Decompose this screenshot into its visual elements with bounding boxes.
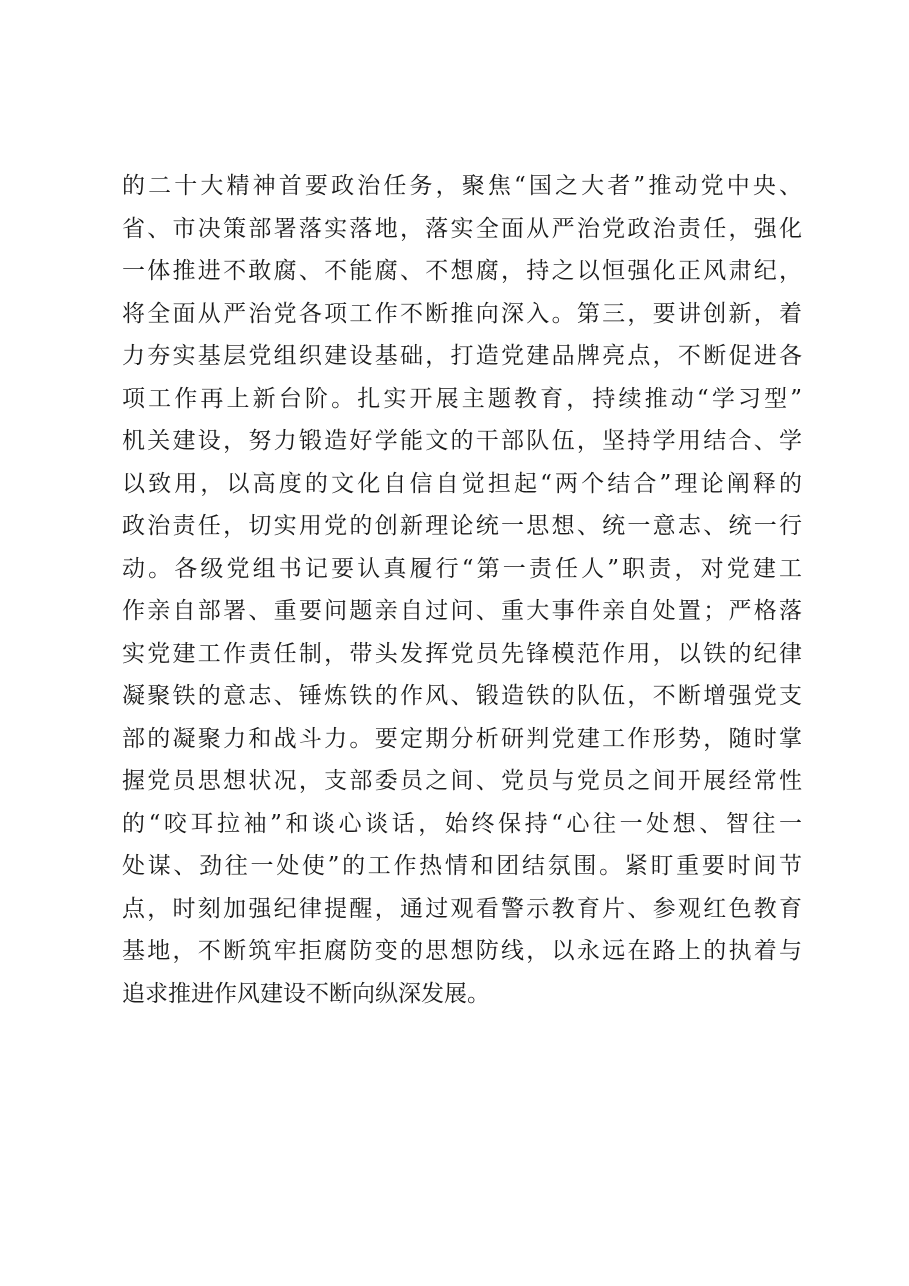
text-line-9: 政治责任，切实用党的创新理论统一思想、统一意志、统一行 (122, 513, 802, 539)
text-line-4: 将全面从严治党各项工作不断推向深入。第三，要讲创新，着 (122, 300, 802, 327)
text-line-15: 握党员思想状况，支部委员之间、党员与党员之间开展经常性 (122, 768, 802, 794)
text-line-3: 一体推进不敢腐、不能腐、不想腐，持之以恒强化正风肃纪， (122, 258, 802, 284)
text-line-16: 的“咬耳拉袖”和谈心谈话，始终保持“心往一处想、智往一 (122, 810, 802, 837)
text-line-7: 机关建设，努力锻造好学能文的干部队伍，坚持学用结合、学 (122, 428, 802, 454)
text-line-2: 省、市决策部署落实落地，落实全面从严治党政治责任，强化 (122, 215, 802, 242)
text-line-1: 的二十大精神首要政治任务，聚焦“国之大者”推动党中央、 (122, 173, 802, 199)
text-line-11: 作亲自部署、重要问题亲自过问、重大事件亲自处置；严格落 (122, 598, 802, 624)
body-paragraph (122, 165, 802, 1015)
text-line-5: 力夯实基层党组织建设基础，打造党建品牌亮点，不断促进各 (122, 343, 802, 369)
text-line-13: 凝聚铁的意志、锤炼铁的作风、锻造铁的队伍，不断增强党支 (122, 683, 802, 709)
text-line-6: 项工作再上新台阶。扎实开展主题教育，持续推动“学习型” (122, 385, 802, 412)
text-line-10: 动。各级党组书记要认真履行“第一责任人”职责，对党建工 (122, 555, 802, 582)
text-line-18: 点，时刻加强纪律提醒，通过观看警示教育片、参观红色教育 (122, 895, 802, 922)
text-line-14: 部的凝聚力和战斗力。要定期分析研判党建工作形势，随时掌 (122, 725, 802, 752)
text-line-12: 实党建工作责任制，带头发挥党员先锋模范作用，以铁的纪律 (122, 640, 802, 667)
text-line-19: 基地，不断筑牢拒腐防变的思想防线，以永远在路上的执着与 (122, 938, 802, 964)
text-line-20: 追求推进作风建设不断向纵深发展。 (122, 980, 490, 1007)
text-line-17: 处谋、劲往一处使”的工作热情和团结氛围。紧盯重要时间节 (122, 853, 802, 879)
text-line-8: 以致用，以高度的文化自信自觉担起“两个结合”理论阐释的 (122, 470, 802, 497)
